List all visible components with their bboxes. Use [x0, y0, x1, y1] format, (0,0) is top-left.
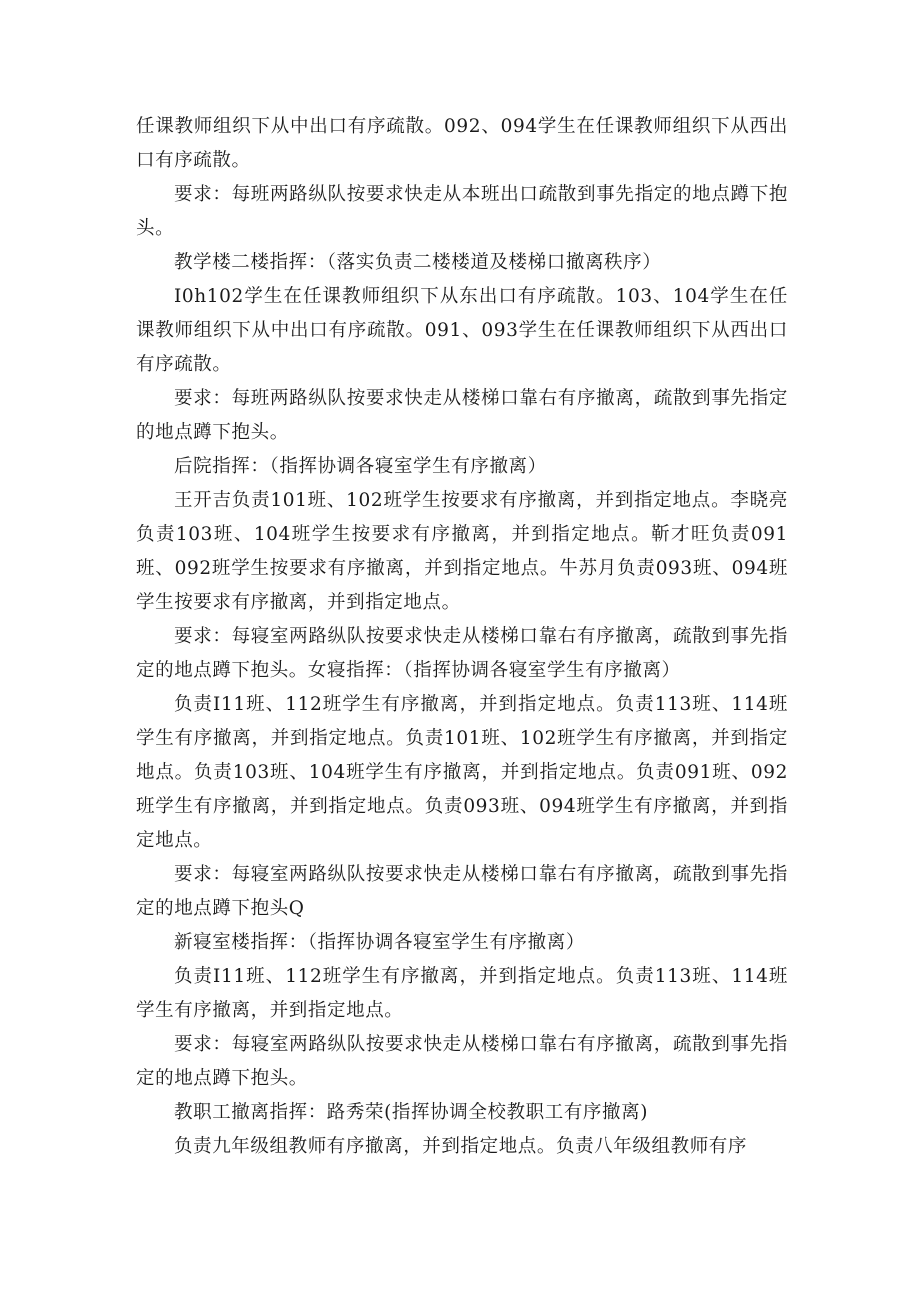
paragraph: 要求：每寝室两路纵队按要求快走从楼梯口靠右有序撤离，疏散到事先指定的地点蹲下抱头。 — [136, 1034, 788, 1089]
section-heading: 教学楼二楼指挥：（落实负责二楼楼道及楼梯口撤离秩序） — [174, 252, 662, 273]
paragraph: I0h102学生在任课教师组织下从东出口有序疏散。103、104学生在任课教师组织下从中出口有序疏散。091、093学生在任课教师组织下从西出口有序疏散。 — [136, 286, 788, 375]
paragraph: 任课教师组织下从中出口有序疏散。092、094学生在任课教师组织下从西出口有序疏散。 — [136, 116, 788, 171]
paragraph: 王开吉负责101班、102班学生按要求有序撤离，并到指定地点。李晓亮负责103班、104班学生按要求有序撤离，并到指定地点。靳才旺负责091班、092班学生按要求有序撤离，并到指定地点。牛苏月负责093班、094班学生按要求有序撤离，并到指定地点。 — [136, 490, 788, 613]
paragraph: 负责I11班、112班学生有序撤离，并到指定地点。负责113班、114班学生有序撤离，并到指定地点。 — [136, 966, 788, 1021]
paragraph: 负责九年级组教师有序撤离，并到指定地点。负责八年级组教师有序 — [174, 1136, 748, 1157]
paragraph: 负责I11班、112班学生有序撤离，并到指定地点。负责113班、114班学生有序撤离，并到指定地点。负责101班、102班学生有序撤离，并到指定地点。负责103班、104班学生有序撤离，并到指定地点。负责091班、092班学生有序撤离，并到指定地点。负责093班、094班学生有序撤离，并到指定地点。 — [136, 694, 788, 851]
paragraph: 要求：每寝室两路纵队按要求快走从楼梯口靠右有序撤离，疏散到事先指定的地点蹲下抱头Q — [136, 864, 788, 919]
section-heading: 新寝室楼指挥：（指挥协调各寝室学生有序撤离） — [174, 932, 585, 953]
document-body — [136, 110, 788, 1164]
paragraph: 要求：每班两路纵队按要求快走从本班出口疏散到事先指定的地点蹲下抱头。 — [136, 184, 788, 239]
section-heading: 教职工撤离指挥：路秀荣(指挥协调全校教职工有序撤离) — [174, 1102, 649, 1123]
paragraph: 要求：每寝室两路纵队按要求快走从楼梯口靠右有序撤离，疏散到事先指定的地点蹲下抱头。女寝指挥：（指挥协调各寝室学生有序撤离） — [136, 626, 788, 681]
section-heading: 后院指挥：（指挥协调各寝室学生有序撤离） — [174, 456, 547, 477]
paragraph: 要求：每班两路纵队按要求快走从楼梯口靠右有序撤离，疏散到事先指定的地点蹲下抱头。 — [136, 388, 788, 443]
